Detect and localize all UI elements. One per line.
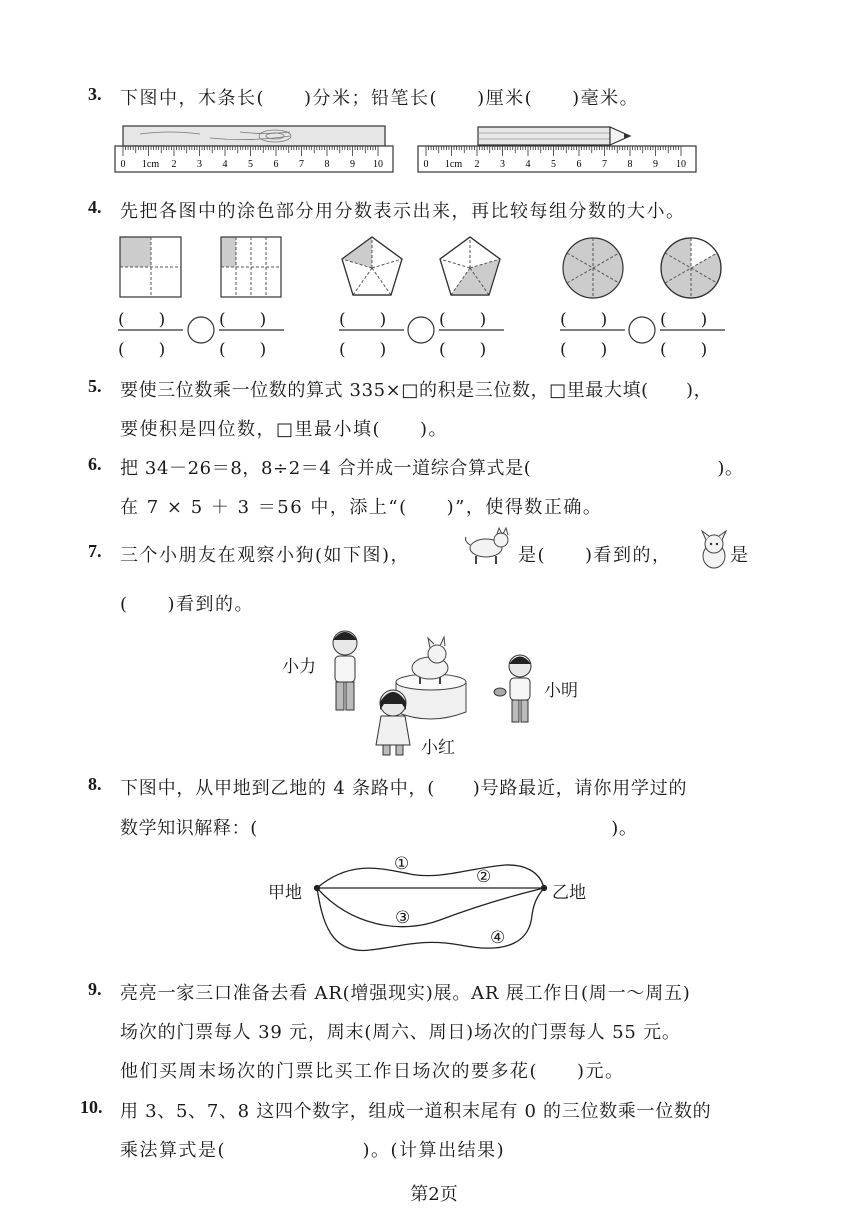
ruler-label: 9 (350, 159, 355, 170)
ruler-label: 6 (576, 159, 582, 170)
ruler-label: 0 (120, 159, 126, 170)
ruler-label: 2 (474, 159, 480, 170)
q9-line3: 他们买周末场次的门票比买工作日场次的要多花( )元。 (120, 1061, 625, 1082)
q8-line1: 下图中，从甲地到乙地的 4 条路中，( )号路最近，请你用学过的 (120, 778, 688, 799)
ruler-label: 3 (197, 159, 202, 170)
ruler-label: 4 (525, 159, 531, 170)
frac-2-num: ( ) (219, 310, 267, 330)
ruler-label: 7 (299, 159, 304, 170)
frac-4-num: ( ) (439, 310, 487, 330)
route-1-label: ① (394, 854, 410, 874)
ruler-label: 6 (273, 159, 279, 170)
frac-2-den: ( ) (219, 340, 267, 360)
square-quarters (120, 237, 181, 297)
q5-line1: 要使三位数乘一位数的算式 335×□的积是三位数，□里最大填( )， (120, 380, 713, 401)
route-3-label: ③ (395, 908, 411, 928)
page-number: 第2页 (410, 1184, 458, 1205)
q9-line1: 亮亮一家三口准备去看 AR(增强现实)展。AR 展工作日(周一～周五) (120, 983, 691, 1004)
ruler-label: 2 (171, 159, 177, 170)
q7-line2: ( )看到的。 (120, 594, 255, 615)
q7-line1b: 是( )看到的， (518, 545, 672, 566)
q10-number: 10. (80, 1097, 103, 1117)
route-1 (317, 865, 544, 888)
q9-line2: 场次的门票每人 39 元，周末(周六、周日)场次的门票每人 55 元。 (120, 1022, 681, 1043)
pencil-body (478, 127, 610, 145)
ruler-label: 8 (627, 159, 633, 170)
frac-1-num: ( ) (118, 310, 166, 330)
pentagon-2 (440, 237, 500, 295)
ruler-label: 4 (222, 159, 228, 170)
q4-number: 4. (88, 197, 102, 217)
q8-number: 8. (88, 774, 102, 794)
square-eighths (221, 237, 281, 297)
label-jia: 甲地 (268, 883, 302, 903)
frac-6-num: ( ) (660, 310, 708, 330)
ruler-label: 3 (500, 159, 505, 170)
ruler-label: 1cm (141, 159, 160, 170)
frac-4-den: ( ) (439, 340, 487, 360)
circle-2 (661, 238, 721, 298)
q9-number: 9. (88, 979, 102, 999)
q3-number: 3. (88, 84, 102, 104)
stump-with-dog (396, 637, 466, 719)
frac-1-den: ( ) (118, 340, 166, 360)
name-xiaohong: 小红 (421, 738, 455, 758)
corgi-front-icon (702, 531, 726, 568)
ruler-label: 10 (676, 159, 686, 170)
ruler-label: 8 (324, 159, 330, 170)
circle-1 (563, 238, 623, 298)
ruler-label: 9 (653, 159, 658, 170)
ruler-with-wood (115, 126, 393, 172)
q7-line1a: 三个小朋友在观察小狗(如下图)， (120, 545, 411, 566)
ruler-label: 7 (602, 159, 607, 170)
frac-3-num: ( ) (339, 310, 387, 330)
frac-3-den: ( ) (339, 340, 387, 360)
q7-line1c: 是 (730, 545, 750, 566)
ruler-label: 10 (373, 159, 383, 170)
q10-line2: 乘法算式是( )。(计算出结果) (120, 1140, 506, 1161)
q4-text: 先把各图中的涂色部分用分数表示出来，再比较每组分数的大小。 (120, 201, 686, 222)
ruler-label: 1cm (444, 159, 463, 170)
route-3 (317, 888, 544, 927)
q7-number: 7. (88, 541, 102, 561)
ruler-with-pencil (418, 127, 696, 172)
child-xiaoli (333, 631, 357, 710)
route-diagram (315, 865, 547, 951)
label-yi: 乙地 (552, 883, 586, 903)
route-4-label: ④ (490, 928, 506, 948)
frac-6-den: ( ) (660, 340, 708, 360)
name-xiaoli: 小力 (282, 657, 316, 677)
q8-line2: 数学知识解释：( )。 (120, 818, 638, 839)
q5-number: 5. (88, 376, 102, 396)
name-xiaoming: 小明 (544, 681, 578, 701)
q6-line1: 把 34－26＝8，8÷2＝4 合并成一道综合算式是( )。 (120, 458, 744, 479)
q10-line1: 用 3、5、7、8 这四个数字，组成一道积末尾有 0 的三位数乘一位数的 (120, 1101, 712, 1122)
frac-5-den: ( ) (560, 340, 608, 360)
wood-stick (123, 126, 385, 146)
ruler-label: 5 (248, 159, 253, 170)
q5-line2: 要使积是四位数，□里最小填( )。 (120, 419, 449, 440)
pentagon-1 (342, 237, 402, 295)
frac-5-num: ( ) (560, 310, 608, 330)
q6-number: 6. (88, 454, 102, 474)
ruler-label: 0 (423, 159, 429, 170)
route-2-label: ② (476, 867, 492, 887)
q3-text: 下图中，木条长( )分米；铅笔长( )厘米( )毫米。 (120, 88, 640, 109)
child-xiaohong (376, 690, 410, 755)
child-xiaoming (494, 655, 531, 722)
q6-line2: 在 7 × 5 ＋ 3 ＝56 中，添上“( )”，使得数正确。 (120, 497, 603, 518)
corgi-side-icon (466, 528, 509, 564)
ruler-label: 5 (551, 159, 556, 170)
